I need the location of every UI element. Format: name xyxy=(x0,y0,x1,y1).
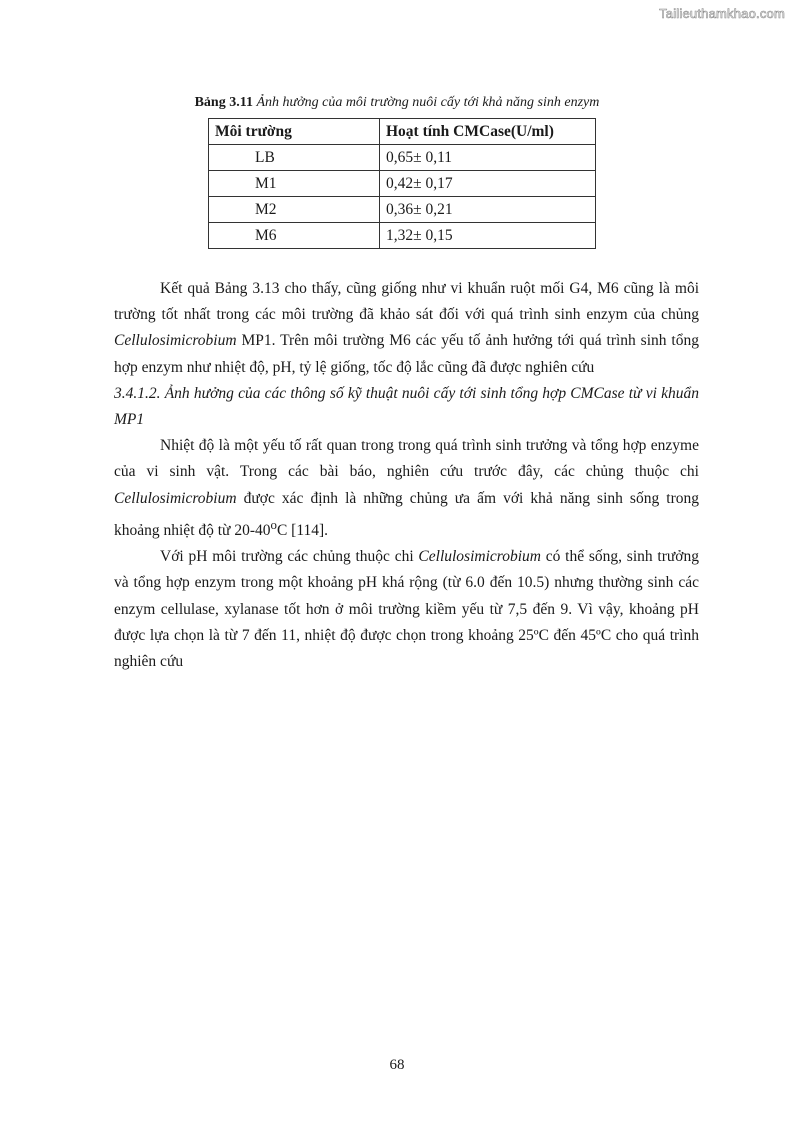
body-text xyxy=(114,276,699,675)
data-table xyxy=(208,118,596,249)
cell-activity: 0,42± 0,17 xyxy=(380,171,596,197)
watermark: Tailieuthamkhao.com xyxy=(659,6,785,21)
p1-text-1: Kết quả Bảng 3.13 cho thấy, cũng giống như vi khuẩn ruột mối G4, M6 cũng là môi trường tốt nhất trong các môi trường đã khảo sát đối với quá trình sinh enzym của chủng xyxy=(114,280,699,324)
p2-text-2: được xác định là những chủng ưa ấm với khả năng sinh sống trong khoảng nhiệt độ từ 20-40 xyxy=(114,489,699,539)
cell-activity: 0,65± 0,11 xyxy=(380,145,596,171)
paragraph-temperature xyxy=(114,433,699,544)
p2-degree: o xyxy=(270,516,277,532)
paragraph-ph xyxy=(114,544,699,675)
p2-text-3: C [114]. xyxy=(276,521,329,539)
section-heading: 3.4.1.2. Ảnh hưởng của các thông số kỹ thuật nuôi cấy tới sinh tổng hợp CMCase từ vi khuẩn MP1 xyxy=(114,384,699,429)
table-header-row xyxy=(209,119,596,145)
p3-species: Cellulosimicrobium xyxy=(418,548,541,566)
caption-title: Ảnh hưởng của môi trường nuôi cấy tới khả năng sinh enzym xyxy=(256,95,600,110)
table-row xyxy=(209,197,596,223)
cell-medium: M6 xyxy=(209,223,380,249)
header-activity: Hoạt tính CMCase(U/ml) xyxy=(380,119,596,145)
p3-text-1: Với pH môi trường các chủng thuộc chi xyxy=(160,548,419,566)
paragraph-results xyxy=(114,276,699,381)
table-row xyxy=(209,145,596,171)
cell-activity: 1,32± 0,15 xyxy=(380,223,596,249)
p3-text-2: có thể sống, sinh trưởng và tổng hợp enzym trong một khoảng pH khá rộng (từ 6.0 đến 10.5) nhưng thường sinh các enzym cellulase, xylanase tốt hơn ở môi trường kiềm yếu từ 7,5 đến 9. Vì vậy, khoảng pH được lựa chọn là từ 7 đến 11, nhiệt độ được chọn trong khoảng 25ºC đến 45ºC cho quá trình nghiên cứu xyxy=(114,548,699,670)
cell-medium: LB xyxy=(209,145,380,171)
p2-text-1: Nhiệt độ là một yếu tố rất quan trong trong quá trình sinh trưởng và tổng hợp enzyme của vi sinh vật. Trong các bài báo, nghiên cứu trước đây, các chủng thuộc chi xyxy=(114,437,699,481)
p2-species: Cellulosimicrobium xyxy=(114,489,237,507)
p1-species: Cellulosimicrobium xyxy=(114,332,237,350)
table-row xyxy=(209,223,596,249)
cell-medium: M2 xyxy=(209,197,380,223)
p1-text-2: MP1. Trên môi trường M6 các yếu tố ảnh hưởng tới quá trình sinh tổng hợp enzym như nhiệt độ, pH, tỷ lệ giống, tốc độ lắc cũng đã được nghiên cứu xyxy=(114,332,699,376)
table-caption xyxy=(0,95,794,111)
page-number: 68 xyxy=(389,1057,405,1073)
table-row xyxy=(209,171,596,197)
cell-medium: M1 xyxy=(209,171,380,197)
cell-activity: 0,36± 0,21 xyxy=(380,197,596,223)
caption-number: Bảng 3.11 xyxy=(194,95,253,110)
header-medium: Môi trường xyxy=(209,119,380,145)
